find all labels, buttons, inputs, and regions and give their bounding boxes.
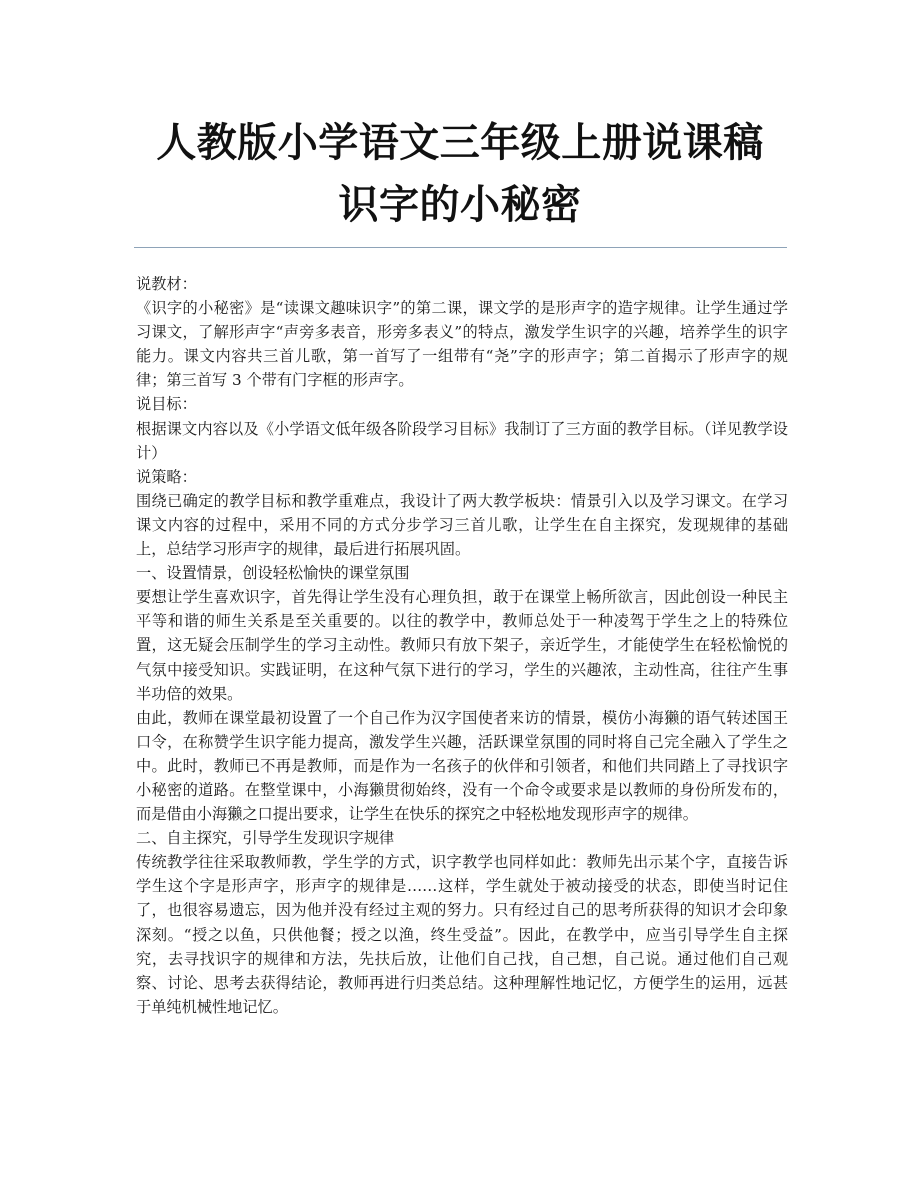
section-heading-2: 二、自主探究，引导学生发现识字规律: [136, 829, 395, 848]
heading-textbook: 说教材：: [136, 275, 197, 293]
paragraph-strategy: 围绕已确定的教学目标和教学重难点，我设计了两大教学板块：情景引入以及学习课文。在学习课文内容的过程中，采用不同的方式分步学习三首儿歌，让学生在自主探究，发现规律的基础上，总结学习形声字的规律，最后进行拓展巩固。: [136, 491, 788, 559]
heading-objectives: 说目标：: [136, 395, 197, 414]
paragraph-section-1b: 由此，教师在课堂最初设置了一个自己作为汉字国使者来访的情景，模仿小海獭的语气转述国王口令，在称赞学生识字能力提高，激发学生兴趣，活跃课堂氛围的同时将自己完全融入了学生之中。此时，教师已不再是教师，而是作为一名孩子的伙伴和引领者，和他们共同踏上了寻找识字小秘密的道路。在整堂课中，小海獭贯彻始终，没有一个命令或要求是以教师的身份所发布的，而是借由小海獭之口提出要求，让学生在快乐的探究之中轻松地发现形声字的规律。: [136, 708, 788, 824]
paragraph-textbook: 《识字的小秘密》是“读课文趣味识字”的第二课，课文学的是形声字的造字规律。让学生通过学习课文，了解形声字“声旁多表音，形旁多表义”的特点，激发学生识字的兴趣，培养学生的识字能力。课文内容共三首儿歌，第一首写了一组带有“尧”字的形声字；第二首揭示了形声字的规律；第三首写 3 个带有门字框的形声字。: [136, 299, 788, 390]
paragraph-objectives: 根据课文内容以及《小学语文低年级各阶段学习目标》我制订了三方面的教学目标。（详见教学设计）: [136, 419, 788, 462]
paragraph-section-2: 传统教学往往采取教师教，学生学的方式，识字教学也同样如此：教师先出示某个字，直接告诉学生这个字是形声字，形声字的规律是……这样，学生就处于被动接受的状态，即使当时记住了，也很容易遗忘，因为他并没有经过主观的努力。只有经过自己的思考所获得的知识才会印象深刻。“授之以鱼，只供他餐；授之以渔，终生受益”。因此，在教学中，应当引导学生自主探究，去寻找识字的规律和方法，先扶后放，让他们自己找，自己想，自己说。通过他们自己观察、讨论、思考去获得结论，教师再进行归类总结。这种理解性地记忆，方便学生的运用，远甚于单纯机械性地记忆。: [136, 853, 788, 1016]
paragraph-section-1a: 要想让学生喜欢识字，首先得让学生没有心理负担，敢于在课堂上畅所欲言，因此创设一种民主平等和谐的师生关系是至关重要的。以往的教学中，教师总处于一种凌驾于学生之上的特殊位置，这无疑会压制学生的学习主动性。教师只有放下架子，亲近学生，才能使学生在轻松愉悦的气氛中接受知识。实践证明，在这种气氛下进行的学习，学生的兴趣浓，主动性高，往往产生事半功倍的效果。: [136, 588, 788, 703]
section-heading-1: 一、设置情景，创设轻松愉快的课堂氛围: [136, 564, 410, 583]
document-body: [136, 272, 788, 1019]
heading-strategy: 说策略：: [136, 467, 197, 486]
document-title: 人教版小学语文三年级上册说课稿 识字的小秘密: [156, 120, 764, 228]
title-divider: [134, 247, 787, 248]
